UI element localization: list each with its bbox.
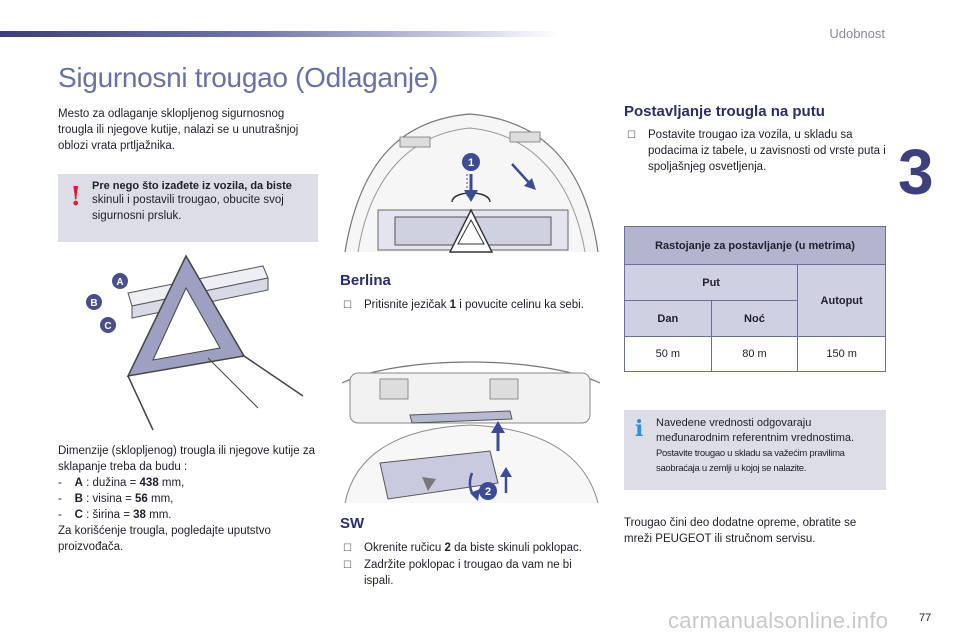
section-name: Udobnost <box>829 26 885 41</box>
checkbox-icon: ☐ <box>627 130 636 141</box>
chapter-number: 3 <box>898 136 934 208</box>
callout-2 <box>479 482 497 500</box>
dimension-value: 38 <box>133 509 146 521</box>
distance-table <box>624 226 886 372</box>
checkbox-icon: ☐ <box>343 300 352 311</box>
dash: - <box>58 509 62 521</box>
warning-box <box>58 174 318 242</box>
bullet-text: Pritisnite jezičak <box>364 299 450 311</box>
closing-text: Trougao čini deo dodatne opreme, obratite se mreži PEUGEOT ili stručnom servisu. <box>624 517 857 545</box>
dimensions-footer: Za korišćenje trougla, pogledajte uputstvo proizvođača. <box>58 525 271 553</box>
col-highway: Autoput <box>798 265 886 337</box>
dimension-label: : dužina = <box>82 477 140 489</box>
bullet-item <box>624 127 886 175</box>
exclamation-icon: ! <box>70 182 82 212</box>
warning-heading: Pre nego što izađete iz vozila, da biste <box>92 180 292 192</box>
info-line-2: Postavite trougao u skladu sa važećim pravilima saobraćaja u zemlji u kojoj se nalazite. <box>656 448 845 474</box>
triangle-drawing <box>58 248 320 438</box>
callout-2-text: 2 <box>484 486 492 498</box>
col-road: Put <box>625 265 798 301</box>
label-a <box>112 273 128 289</box>
dimension-value: 438 <box>139 477 159 489</box>
cell-highway: 150 m <box>798 337 886 372</box>
sw-trunk-drawing <box>340 343 602 505</box>
dimension-letter: B <box>74 493 83 505</box>
table-title: Rastojanje za postavljanje (u metrima) <box>625 227 886 265</box>
berlina-trunk-drawing <box>340 102 602 262</box>
berlina-bullets <box>340 297 602 314</box>
dimensions-intro: Dimenzije (sklopljenog) trougla ili njegove kutije za sklapanje treba da budu : <box>58 445 315 473</box>
dimension-letter: C <box>74 509 83 521</box>
callout-1 <box>462 153 480 171</box>
dimension-label: : širina = <box>82 509 134 521</box>
info-box <box>624 410 886 490</box>
dimension-value: 56 <box>135 493 148 505</box>
road-placement-heading: Postavljanje trougla na putu <box>624 103 825 120</box>
dimension-row-b <box>58 491 320 507</box>
dimensions-section <box>58 443 320 555</box>
col-night: Noć <box>711 301 798 337</box>
dimension-label: : visina = <box>82 493 136 505</box>
bullet-item <box>340 540 602 556</box>
callout-1-text: 1 <box>467 157 475 169</box>
berlina-trunk-illustration <box>340 102 602 262</box>
bullet-bold: 1 <box>449 299 457 311</box>
bullet-text: da biste skinuli poklopac. <box>450 542 582 554</box>
bullet-bold: 2 <box>444 542 451 554</box>
dimension-row-a <box>58 475 320 491</box>
watermark: carmanualsonline.info <box>668 608 889 633</box>
page-number: 77 <box>919 612 932 624</box>
label-a-text: A <box>116 277 124 288</box>
label-b <box>86 294 102 310</box>
bullet-item <box>340 557 602 589</box>
label-c-text: C <box>104 321 112 332</box>
dimension-unit: mm. <box>145 509 172 521</box>
bullet-item <box>340 297 602 313</box>
intro-text: Mesto za odlaganje sklopljenog sigurnosnog trougla ili njegove kutije, nalazi se u unutrašnjoj oblozi vrata prtljažnika. <box>58 108 299 152</box>
label-c <box>100 317 116 333</box>
info-icon: i <box>635 416 644 442</box>
checkbox-icon: ☐ <box>343 560 352 571</box>
bullet-text: Postavite trougao iza vozila, u skladu sa podacima iz tabele, u zavisnosti od vrste puta i spoljašnjeg osvetljenja. <box>648 129 886 173</box>
label-b-text: B <box>90 298 98 309</box>
info-line-1: Navedene vrednosti odgovaraju međunarodnim referentnim vrednostima. <box>656 417 855 444</box>
bullet-text: i povucite celinu ka sebi. <box>456 299 584 311</box>
sw-heading: SW <box>340 515 365 532</box>
sw-bullets <box>340 540 602 590</box>
col-day: Dan <box>625 301 712 337</box>
dash: - <box>58 493 62 505</box>
cell-night: 80 m <box>711 337 798 372</box>
triangle-illustration <box>58 248 320 438</box>
bullet-text: Zadržite poklopac i trougao da vam ne bi ispali. <box>364 559 572 587</box>
checkbox-icon: ☐ <box>343 543 352 554</box>
dimension-letter: A <box>74 477 83 489</box>
road-placement-bullets <box>624 127 886 176</box>
sw-trunk-illustration <box>340 343 602 505</box>
dimension-row-c <box>58 507 320 523</box>
warning-text: skinuli i postavili trougao, obucite svoj sigurnosni prsluk. <box>92 194 284 222</box>
cell-day: 50 m <box>625 337 712 372</box>
header-bar <box>0 31 560 37</box>
bullet-text: Okrenite ručicu <box>364 542 445 554</box>
dash: - <box>58 477 62 489</box>
dimension-unit: mm, <box>158 477 185 489</box>
page-title: Sigurnosni trougao (Odlaganje) <box>58 62 439 93</box>
dimension-unit: mm, <box>147 493 174 505</box>
berlina-heading: Berlina <box>340 272 391 289</box>
